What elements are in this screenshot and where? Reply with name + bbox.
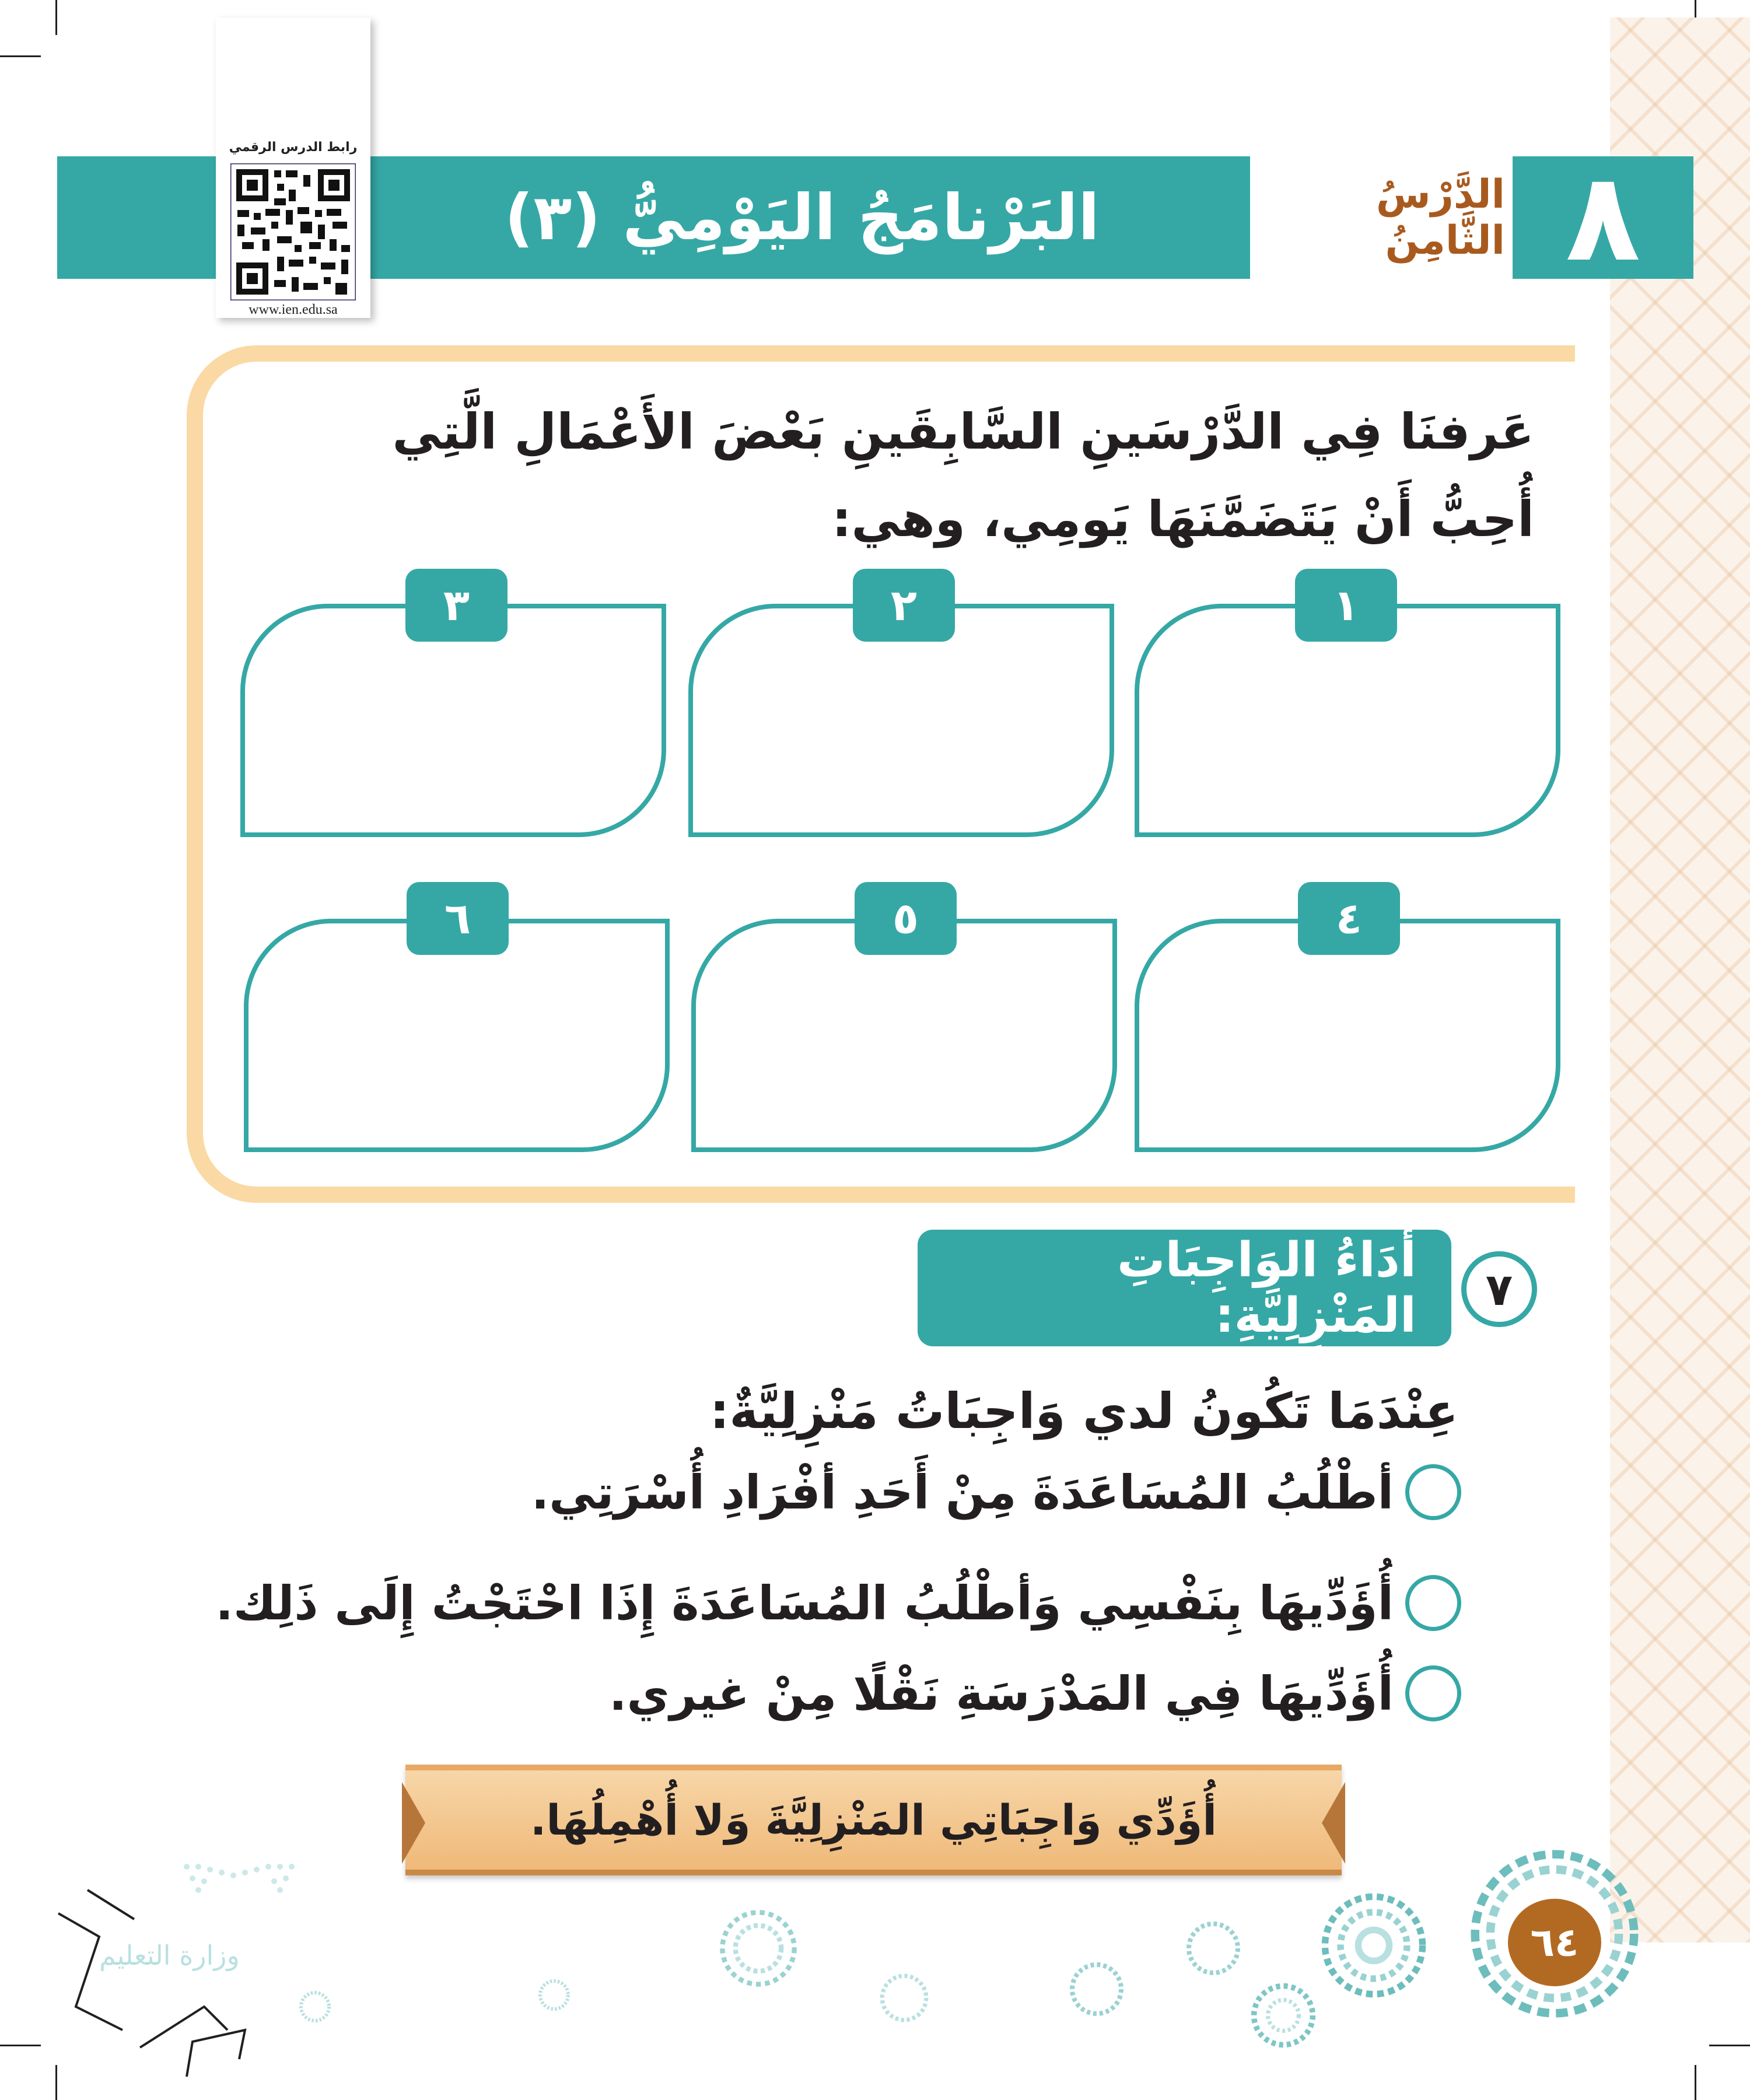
option-1[interactable] [531,1464,1461,1520]
radio-option-2[interactable] [1405,1575,1461,1631]
rosette-ornament-icon [878,1972,930,2024]
option-1-label: أطْلُبُ المُسَاعَدَةَ مِنْ أَحَدِ أفْرَادِ أُسْرَتِي. [531,1465,1394,1520]
intro-text: عَرفنَا فِي الدَّرْسَينِ السَّابِقَينِ بَعْضَ الأَعْمَالِ الَّتِي أُحِبُّ أَنْ يَتَضَمَّنَهَا يَومِي، وهي: [392,403,1534,548]
rosette-ornament-icon [1318,1890,1429,2001]
side-ornament-pattern [1610,18,1750,1943]
option-2-label: أُؤَدِّيهَا بِنَفْسِي وَأطْلُبُ المُسَاعَدَةَ إِذَا احْتَجْتُ إِلَى ذَلِك. [215,1576,1394,1630]
motto-text: أُؤَدِّي وَاجِبَاتِي المَنْزِلِيَّةَ وَلا أُهْمِلُهَا. [530,1796,1217,1845]
unit-number: ٨ [1513,156,1693,279]
answer-box-5-number: ٥ [855,882,957,955]
qr-url[interactable]: www.ien.edu.sa [249,302,338,317]
answer-box-2-number: ٢ [853,569,955,642]
rosette-ornament-icon [537,1978,572,2013]
radio-option-3[interactable] [1405,1665,1461,1721]
ministry-name: وزارة التعليم [99,1940,240,1971]
answer-box-6-number: ٦ [407,882,509,955]
rosette-ornament-icon [1068,1960,1126,2018]
answer-box-1-number: ١ [1295,569,1397,642]
rosette-ornament-icon [1248,1980,1318,2050]
crop-mark [0,55,41,57]
crop-mark [1709,2045,1750,2046]
option-2[interactable] [216,1575,1462,1631]
rosette-ornament-icon [718,1908,799,1989]
qr-card[interactable] [216,18,370,318]
page-title: البَرْنامَجُ اليَوْمِيُّ (٣) [505,181,1100,254]
crop-mark [1695,2065,1696,2100]
rosette-ornament-icon [1184,1919,1242,1978]
question-number: ٧ [1461,1251,1537,1327]
answer-box-3-number: ٣ [405,569,508,642]
qr-label: رابط الدرس الرقمي [229,140,358,155]
answer-box-4-number: ٤ [1298,882,1400,955]
option-3-label: أُؤَدِّيهَا فِي المَدْرَسَةِ نَقْلًا مِنْ غيري. [609,1666,1394,1721]
crop-mark [0,2045,41,2046]
question-title: أَدَاءُ الوَاجِبَاتِ المَنْزِلِيَّةِ: [918,1230,1451,1346]
page-number: ٦٤ [1508,1899,1601,1986]
radio-option-1[interactable] [1405,1464,1461,1520]
option-3[interactable] [609,1665,1461,1721]
lesson-label: الدَّرْسُ الثَّامِنُ [1376,172,1505,264]
crop-mark [55,0,57,35]
question-stem: عِنْدَمَا تَكُونُ لدي وَاجِبَاتُ مَنْزِلِيَّةٌ: [709,1382,1458,1440]
qr-code-icon[interactable] [230,163,356,300]
